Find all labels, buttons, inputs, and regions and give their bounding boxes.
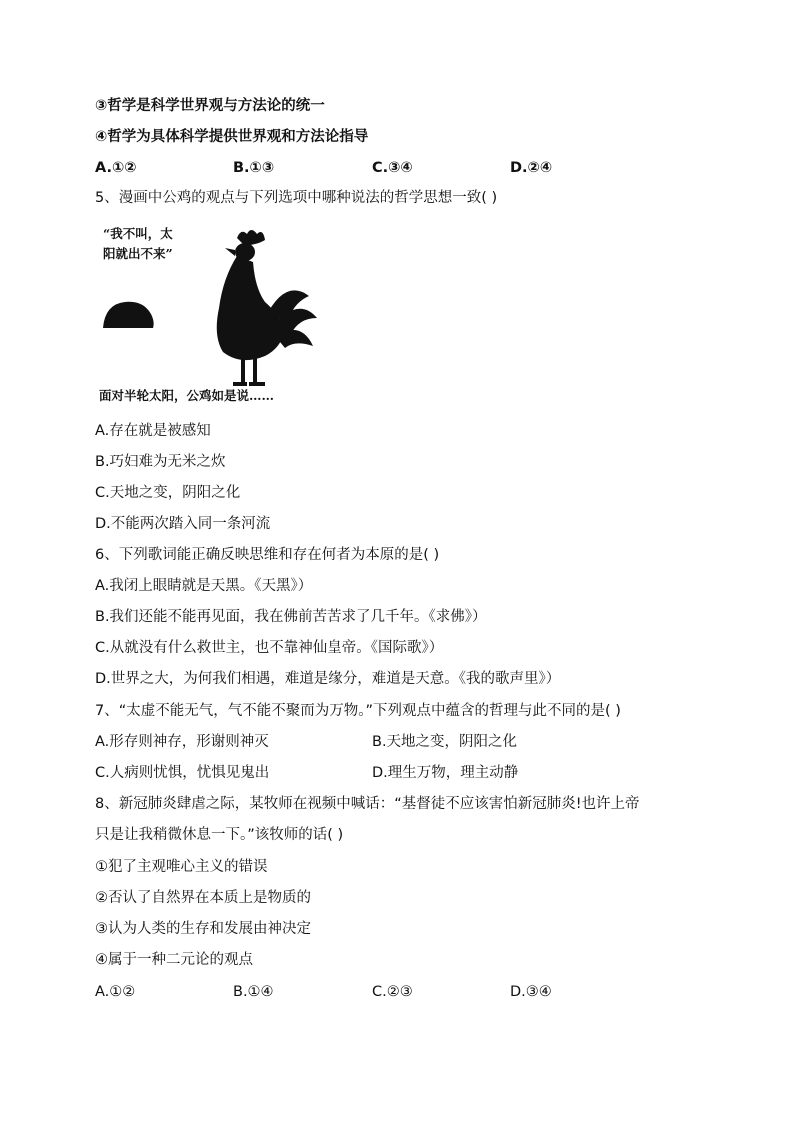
q8-statement-3: ③认为人类的生存和发展由神决定: [95, 921, 311, 937]
q6-option-c: C.从就没有什么救世主，也不靠神仙皇帝。《国际歌》）: [95, 640, 444, 656]
q4-statement-3: ③哲学是科学世界观与方法论的统一: [95, 98, 325, 114]
q7-option-b: B.天地之变，阴阳之化: [372, 734, 518, 750]
q4-option-a: A.①②: [95, 160, 137, 176]
q6-option-a: A.我闭上眼睛就是天黑。《天黑》）: [95, 578, 313, 594]
q8-stem-line1: 8、新冠肺炎肆虐之际，某牧师在视频中喊话：“基督徒不应该害怕新冠肺炎!也许上帝: [95, 796, 640, 812]
q8-option-d: D.③④: [510, 984, 552, 1000]
q8-statement-2: ②否认了自然界在本质上是物质的: [95, 890, 311, 906]
q4-statement-4: ④哲学为具体科学提供世界观和方法论指导: [95, 129, 369, 145]
q7-option-a: A.形存则神存，形谢则神灭: [95, 734, 269, 750]
q5-option-a: A.存在就是被感知: [95, 423, 211, 439]
rooster-and-sun-drawing: [95, 218, 325, 408]
q8-stem-line2: 只是让我稍微休息一下。”该牧师的话( ): [95, 827, 344, 843]
q8-statement-4: ④属于一种二元论的观点: [95, 952, 253, 968]
q7-option-d: D.理生万物，理主动静: [372, 765, 519, 781]
q8-option-c: C.②③: [372, 984, 413, 1000]
q5-option-b: B.巧妇难为无米之炊: [95, 454, 226, 470]
rooster-cartoon: [95, 218, 325, 408]
q4-option-d: D.②④: [510, 160, 553, 176]
cartoon-caption: 面对半轮太阳，公鸡如是说……: [99, 388, 275, 403]
q6-option-d: D.世界之大，为何我们相遇，难道是缘分，难道是天意。《我的歌声里》）: [95, 671, 561, 687]
q5-stem: 5、漫画中公鸡的观点与下列选项中哪种说法的哲学思想一致( ): [95, 190, 498, 206]
q8-option-b: B.①④: [233, 984, 274, 1000]
rooster-shape: [217, 230, 317, 386]
cartoon-speech-line1: “我不叫，太: [103, 226, 173, 241]
q5-option-d: D.不能两次踏入同一条河流: [95, 516, 271, 532]
q6-option-b: B.我们还能不能再见面，我在佛前苦苦求了几千年。《求佛》）: [95, 609, 487, 625]
cartoon-speech-line2: 阳就出不来”: [103, 246, 173, 261]
half-sun-shape: [103, 302, 154, 328]
q7-stem: 7、“太虚不能无气，气不能不聚而为万物。”下列观点中蕴含的哲理与此不同的是( ): [95, 703, 621, 719]
q5-option-c: C.天地之变，阴阳之化: [95, 485, 241, 501]
q6-stem: 6、下列歌词能正确反映思维和存在何者为本原的是( ): [95, 547, 440, 563]
q7-option-c: C.人病则忧惧，忧惧见鬼出: [95, 765, 270, 781]
q4-option-c: C.③④: [372, 160, 413, 176]
q8-option-a: A.①②: [95, 984, 136, 1000]
q4-option-b: B.①③: [233, 160, 275, 176]
q8-statement-1: ①犯了主观唯心主义的错误: [95, 859, 268, 875]
